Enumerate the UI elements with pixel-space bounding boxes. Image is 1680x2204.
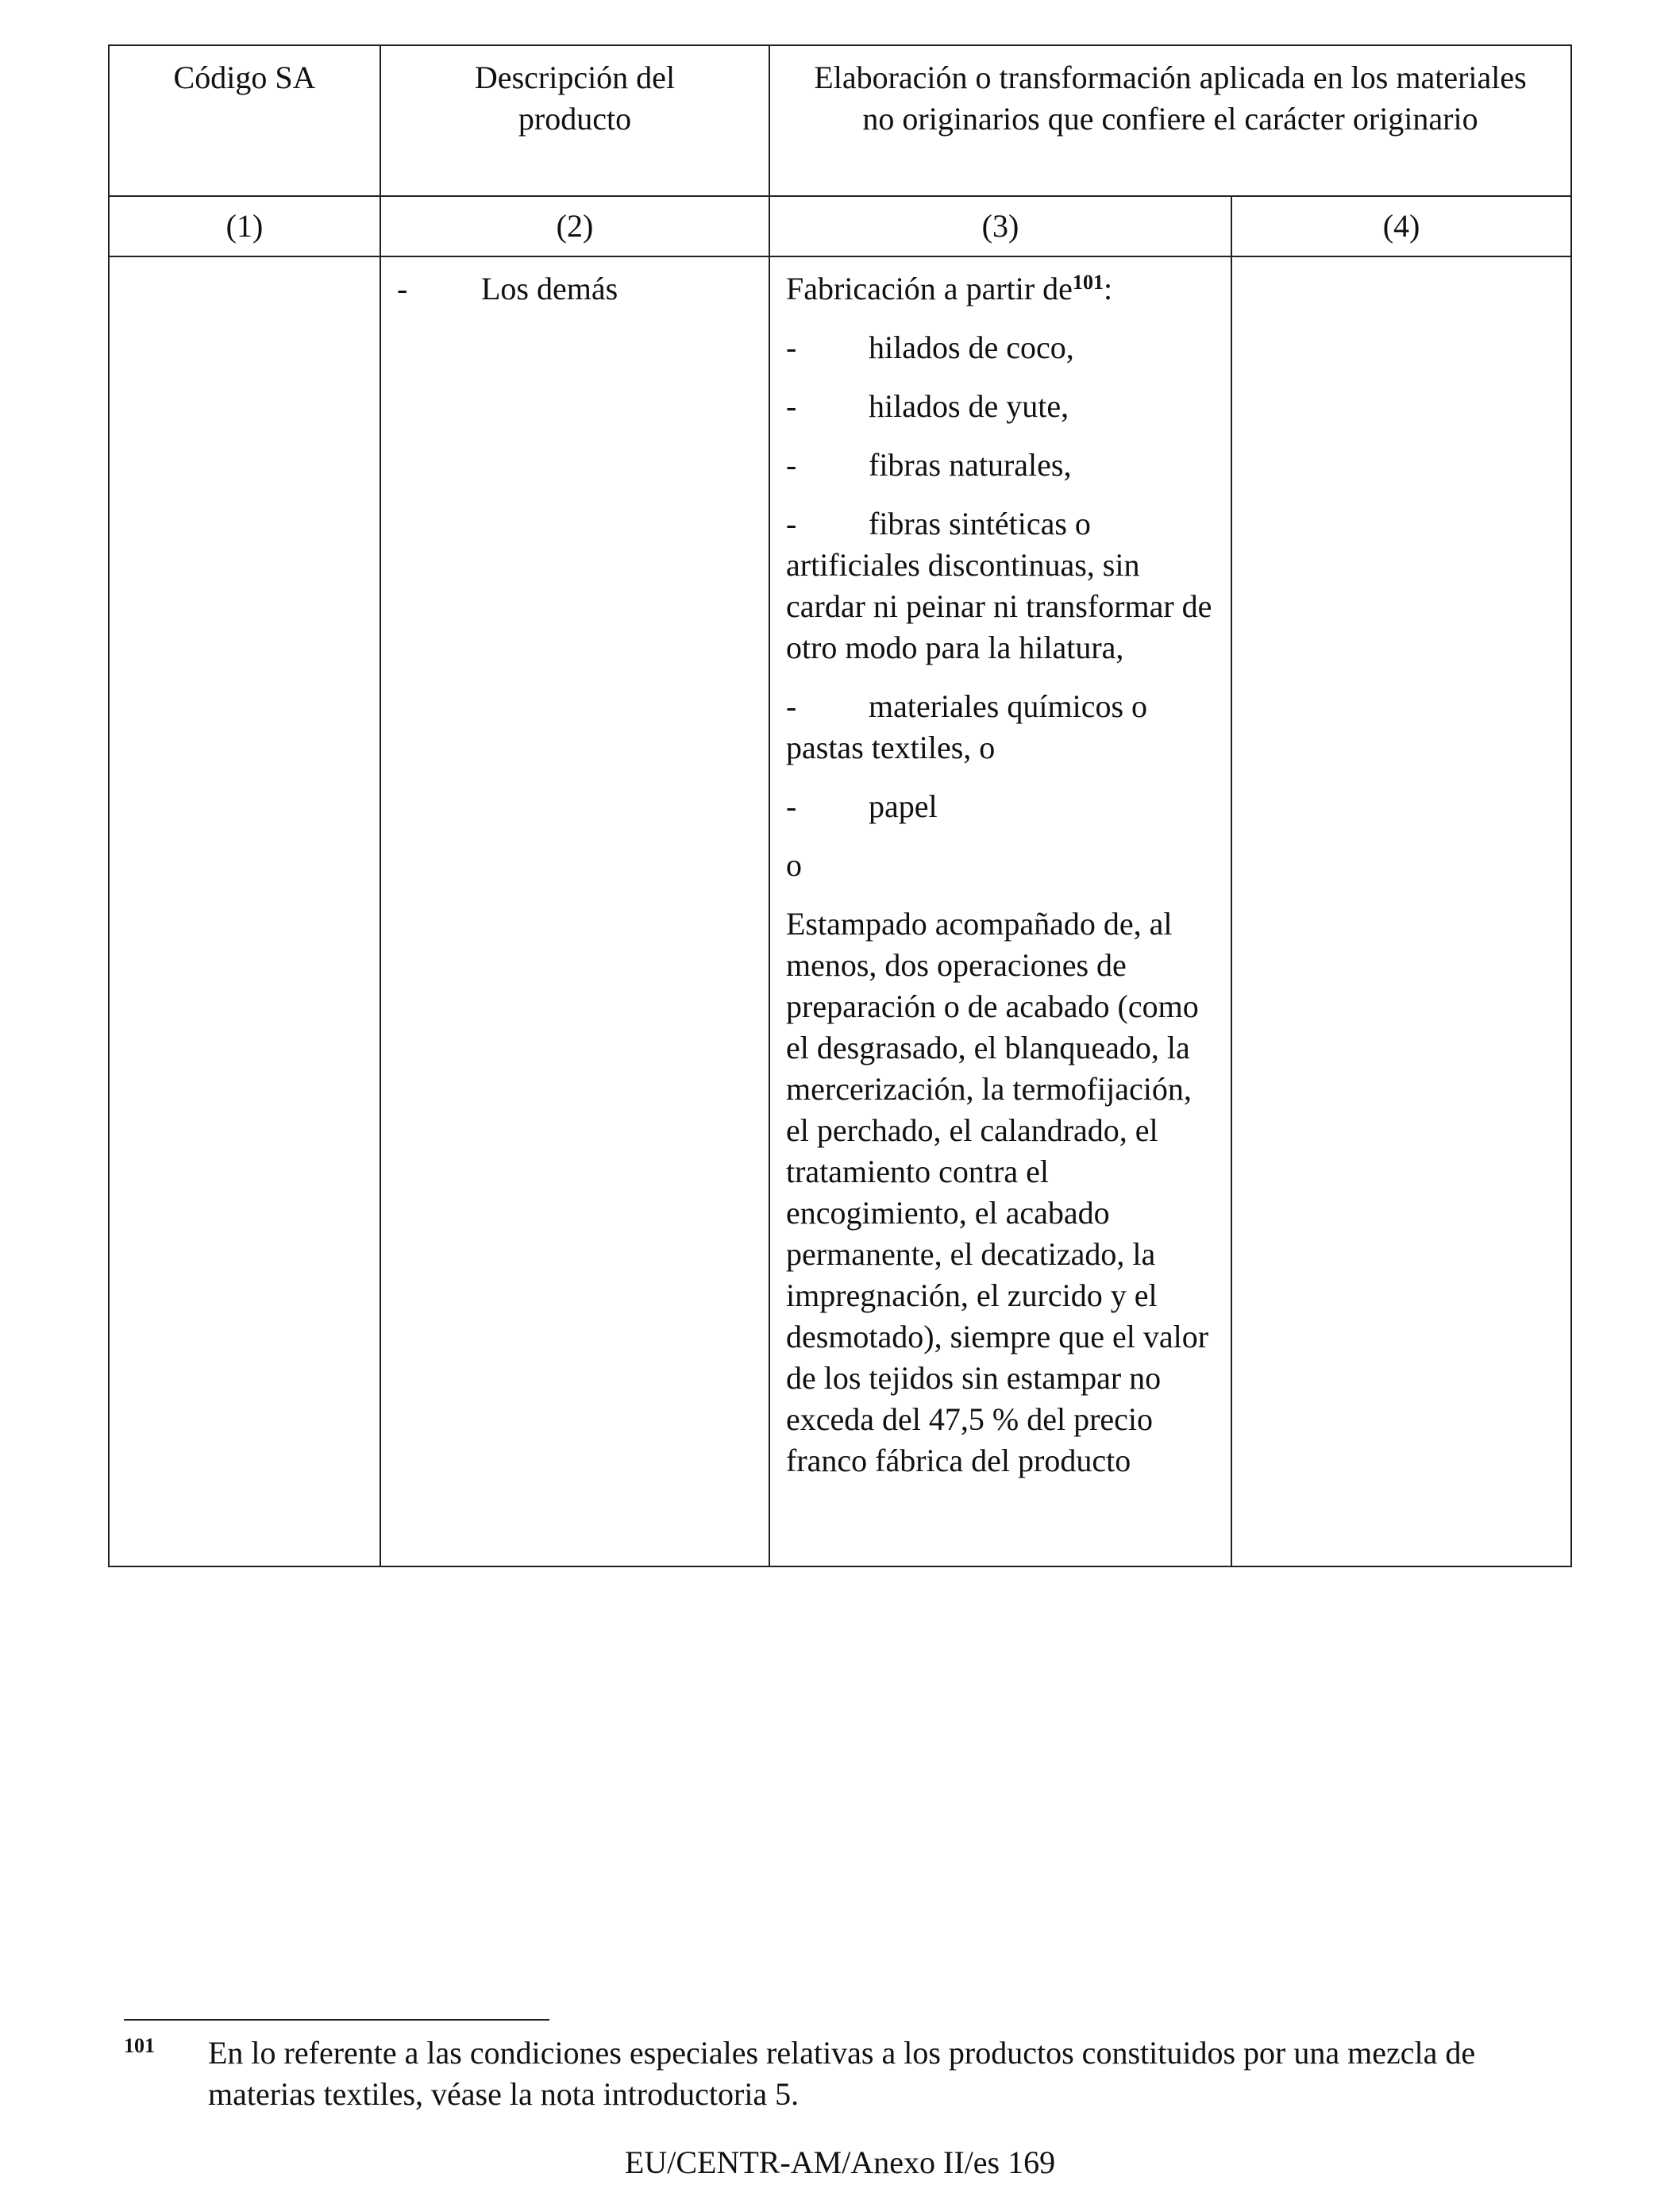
column-number-4: (4) [1231,196,1571,256]
list-item [786,386,1215,427]
column-number-2: (2) [380,196,769,256]
list-item-text: papel [869,788,938,824]
page-footer: EU/CENTR-AM/Anexo II/es 169 [624,2144,1056,2180]
header-product-description: Descripción del producto [380,45,769,196]
list-item-continuation: artificiales discontinuas, sin cardar ni peinar ni transformar de otro modo para la hilatura, [786,547,1212,665]
list-dash: - [786,688,797,724]
hs-code-cell [109,256,380,1566]
description-text: Los demás [481,271,618,306]
rules-table [108,44,1572,1567]
footnote-number: 101 [124,2034,155,2057]
list-item-text: fibras naturales, [869,447,1072,483]
footnote-separator [124,2019,549,2021]
column-number-3: (3) [769,196,1231,256]
list-item-text: hilados de yute, [869,388,1069,424]
list-item-text: materiales químicos o [869,688,1148,724]
description-cell [380,256,769,1566]
rule-or: o [786,847,802,883]
rule-intro-text: Fabricación a partir de [786,271,1073,306]
description-dash: - [397,271,408,306]
rule-cell [769,256,1231,1566]
extra-rule-cell [1231,256,1571,1566]
footnote-text: En lo referente a las condiciones especiales relativas a los productos constituidos por una mezcla de materias textiles, véase la nota introductoria 5. [208,2035,1476,2112]
table-row [109,256,1571,1566]
column-number-row [109,196,1571,256]
rule-intro [786,268,1215,310]
list-item [786,786,1215,827]
list-item [786,503,1215,669]
list-item-text: fibras sintéticas o [869,506,1091,541]
footnote-reference: 101 [1072,271,1104,294]
list-dash: - [786,388,797,424]
list-dash: - [786,788,797,824]
list-item-text: hilados de coco, [869,329,1074,365]
list-item [786,686,1215,769]
list-dash: - [786,329,797,365]
column-number-1: (1) [109,196,380,256]
header-row [109,45,1571,196]
list-dash: - [786,506,797,541]
list-item-continuation: pastas textiles, o [786,730,996,765]
list-dash: - [786,447,797,483]
rule-alternative: Estampado acompañado de, al menos, dos operaciones de preparación o de acabado (como el desgrasado, el blanqueado, la mercerización, la termofijación, el perchado, el calandrado, el tratamiento contra el encogimiento, el acabado permanente, el decatizado, la impregnación, el zurcido y el desmotado), siempre que el valor de los tejidos sin estampar no exceda del 47,5 % del precio franco fábrica del producto [786,906,1209,1478]
header-working-processing: Elaboración o transformación aplicada en los materiales no originarios que confiere el carácter originario [769,45,1571,196]
rule-intro-colon: : [1103,271,1113,306]
list-item [786,327,1215,368]
header-hs-code: Código SA [109,45,380,196]
list-item [786,445,1215,486]
